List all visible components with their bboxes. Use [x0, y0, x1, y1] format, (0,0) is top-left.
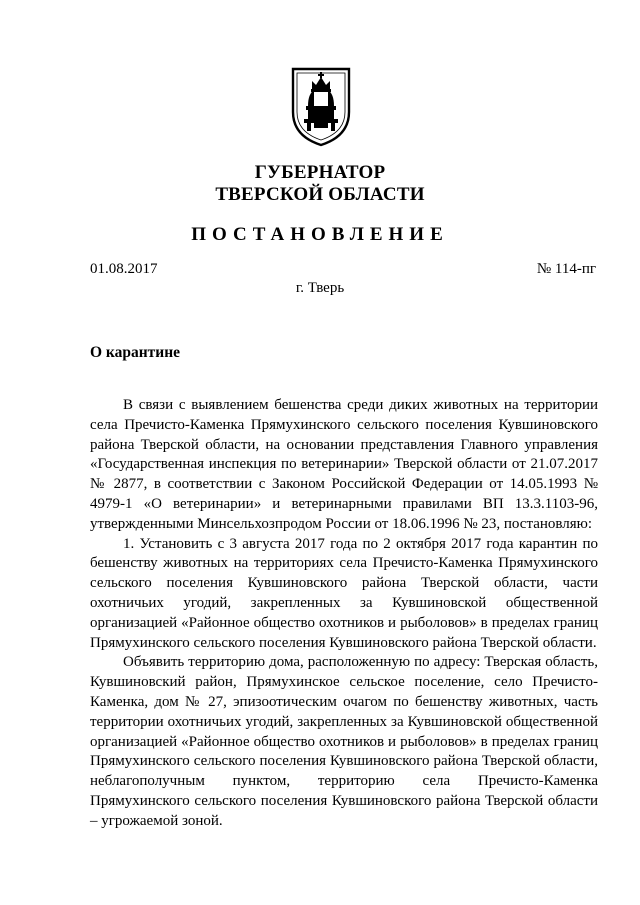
paragraph: 1. Установить с 3 августа 2017 года по 2 октября 2017 года карантин по бешенству животных на территориях села Пречисто-Каменка Прямухинского сельского поселения Кувшиновского района Тверской области, части охотничьих угодий, закрепленных за Кувшиновской общественной организацией «Районное общество охотников и рыболовов» в пределах границ Прямухинского сельского поселения Кувшиновского района Тверской области.: [90, 535, 598, 651]
document-date: 01.08.2017: [90, 261, 158, 277]
document-type: ПОСТАНОВЛЕНИЕ: [191, 224, 449, 245]
document-number: № 114-пг: [536, 261, 596, 277]
document-city: г. Тверь: [295, 280, 345, 296]
issuer-region: ТВЕРСКОЙ ОБЛАСТИ: [215, 184, 425, 205]
document-subject: О карантине: [90, 344, 181, 361]
paragraph: В связи с выявлением бешенства среди диких животных на территории села Пречисто-Каменка Прямухинского сельского поселения Кувшиновского района Тверской области, на основании представления Главного управления «Государственная инспекция по ветеринарии» Тверской области от 21.07.2017 № 2877, в соответствии с Законом Российской Федерации от 14.05.1993 № 4979-1 «О ветеринарии» и ветеринарными правилами ВП 13.3.1103-96, утвержденными Минсельхозпродом России от 18.06.1996 № 23, постановляю:: [90, 397, 598, 532]
coat-of-arms-icon: [290, 66, 352, 148]
issuer-title: ГУБЕРНАТОР: [254, 162, 386, 183]
document-body: [90, 396, 598, 832]
paragraph: Объявить территорию дома, расположенную по адресу: Тверская область, Кувшиновский район, Прямухинское сельское поселение, село Пречисто-Каменка, дом № 27, эпизоотическим очагом по бешенству животных, часть территории охотничьих угодий, закрепленных за Кувшиновской общественной организацией «Районное общество охотников и рыболовов» в пределах границ Прямухинского сельского поселения Кувшиновского района Тверской области, неблагополучным пунктом, территорию села Пречисто-Каменка Прямухинского сельского поселения Кувшиновского района Тверской области – угрожаемой зоной.: [90, 654, 598, 829]
